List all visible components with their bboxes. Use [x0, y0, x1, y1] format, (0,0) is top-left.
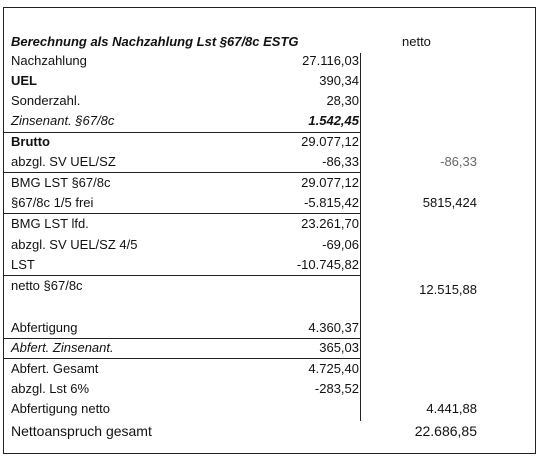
divider-line: [4, 172, 360, 173]
row-label: Nachzahlung: [11, 53, 87, 68]
row-label: Abfert. Zinsenant.: [11, 340, 114, 355]
row-value: 390,34: [319, 73, 359, 88]
row-sonderzahl: [4, 91, 537, 111]
divider-line: [4, 358, 360, 359]
row-label: Brutto: [11, 134, 50, 149]
row-label: abzgl. Lst 6%: [11, 381, 90, 396]
row-label: netto §67/8c: [11, 278, 83, 293]
row-value: -69,06: [322, 237, 359, 252]
row-abzgl-sv-45: [4, 235, 537, 255]
row-net-value: -86,33: [440, 154, 477, 169]
row-bmg-lst-lfd: [4, 214, 537, 234]
row-value: -283,52: [314, 381, 359, 396]
divider-line: [4, 275, 360, 276]
row-net-value: 22.686,85: [414, 423, 477, 439]
column-divider: [360, 53, 361, 421]
row-abzgl-sv: [4, 152, 537, 172]
divider-line: [4, 132, 360, 133]
row-value: 4.725,40: [308, 361, 359, 376]
row-label: UEL: [11, 73, 37, 88]
row-value: 29.077,12: [301, 134, 359, 149]
divider-line: [4, 338, 360, 339]
row-net-value: 4.441,88: [426, 401, 477, 416]
row-abfert-zinsenant: [4, 338, 537, 358]
row-netto-67: [4, 276, 537, 296]
calculation-sheet: [3, 7, 536, 454]
row-nettoanspruch-gesamt: [4, 421, 537, 441]
row-label: Nettoanspruch gesamt: [11, 423, 152, 439]
row-label: §67/8c 1/5 frei: [11, 195, 94, 210]
row-abfertigung-netto: [4, 399, 537, 419]
row-value: 23.261,70: [301, 216, 359, 231]
row-label: Abfert. Gesamt: [11, 361, 99, 376]
row-uel: [4, 71, 537, 91]
row-abfertigung: [4, 318, 537, 338]
row-value: 28,30: [326, 93, 359, 108]
row-label: BMG LST §67/8c: [11, 175, 111, 190]
row-value: -5.815,42: [304, 195, 359, 210]
row-value: -86,33: [322, 154, 359, 169]
row-value: -10.745,82: [296, 257, 359, 272]
row-abfert-gesamt: [4, 359, 537, 379]
row-value: 29.077,12: [301, 175, 359, 190]
row-net-value: 12.515,88: [419, 282, 477, 297]
row-value: 365,03: [319, 340, 359, 355]
row-value: 27.116,03: [302, 53, 359, 68]
row-brutto: [4, 132, 537, 152]
row-zinsenant: [4, 111, 537, 131]
row-label: Abfertigung: [11, 320, 78, 335]
row-label: Zinsenant. §67/8c: [11, 113, 115, 128]
row-lst: [4, 255, 537, 275]
row-value: 1.542,45: [308, 113, 359, 128]
row-abzgl-lst-6: [4, 379, 537, 399]
row-label: abzgl. SV UEL/SZ 4/5: [11, 237, 138, 252]
sheet-title: Berechnung als Nachzahlung Lst §67/8c ESTG: [11, 34, 299, 49]
row-value: 4.360,37: [308, 320, 359, 335]
row-nachzahlung: [4, 51, 537, 71]
row-label: LST: [11, 257, 35, 272]
row-label: Abfertigung netto: [11, 401, 111, 416]
row-label: abzgl. SV UEL/SZ: [11, 154, 116, 169]
row-67-frei: [4, 193, 537, 213]
row-bmg-lst-67: [4, 173, 537, 193]
divider-line: [4, 213, 360, 214]
row-net-value: 5815,424: [422, 195, 477, 210]
row-label: Sonderzahl.: [11, 93, 81, 108]
row-label: BMG LST lfd.: [11, 216, 89, 231]
netto-column-header: netto: [402, 34, 431, 49]
